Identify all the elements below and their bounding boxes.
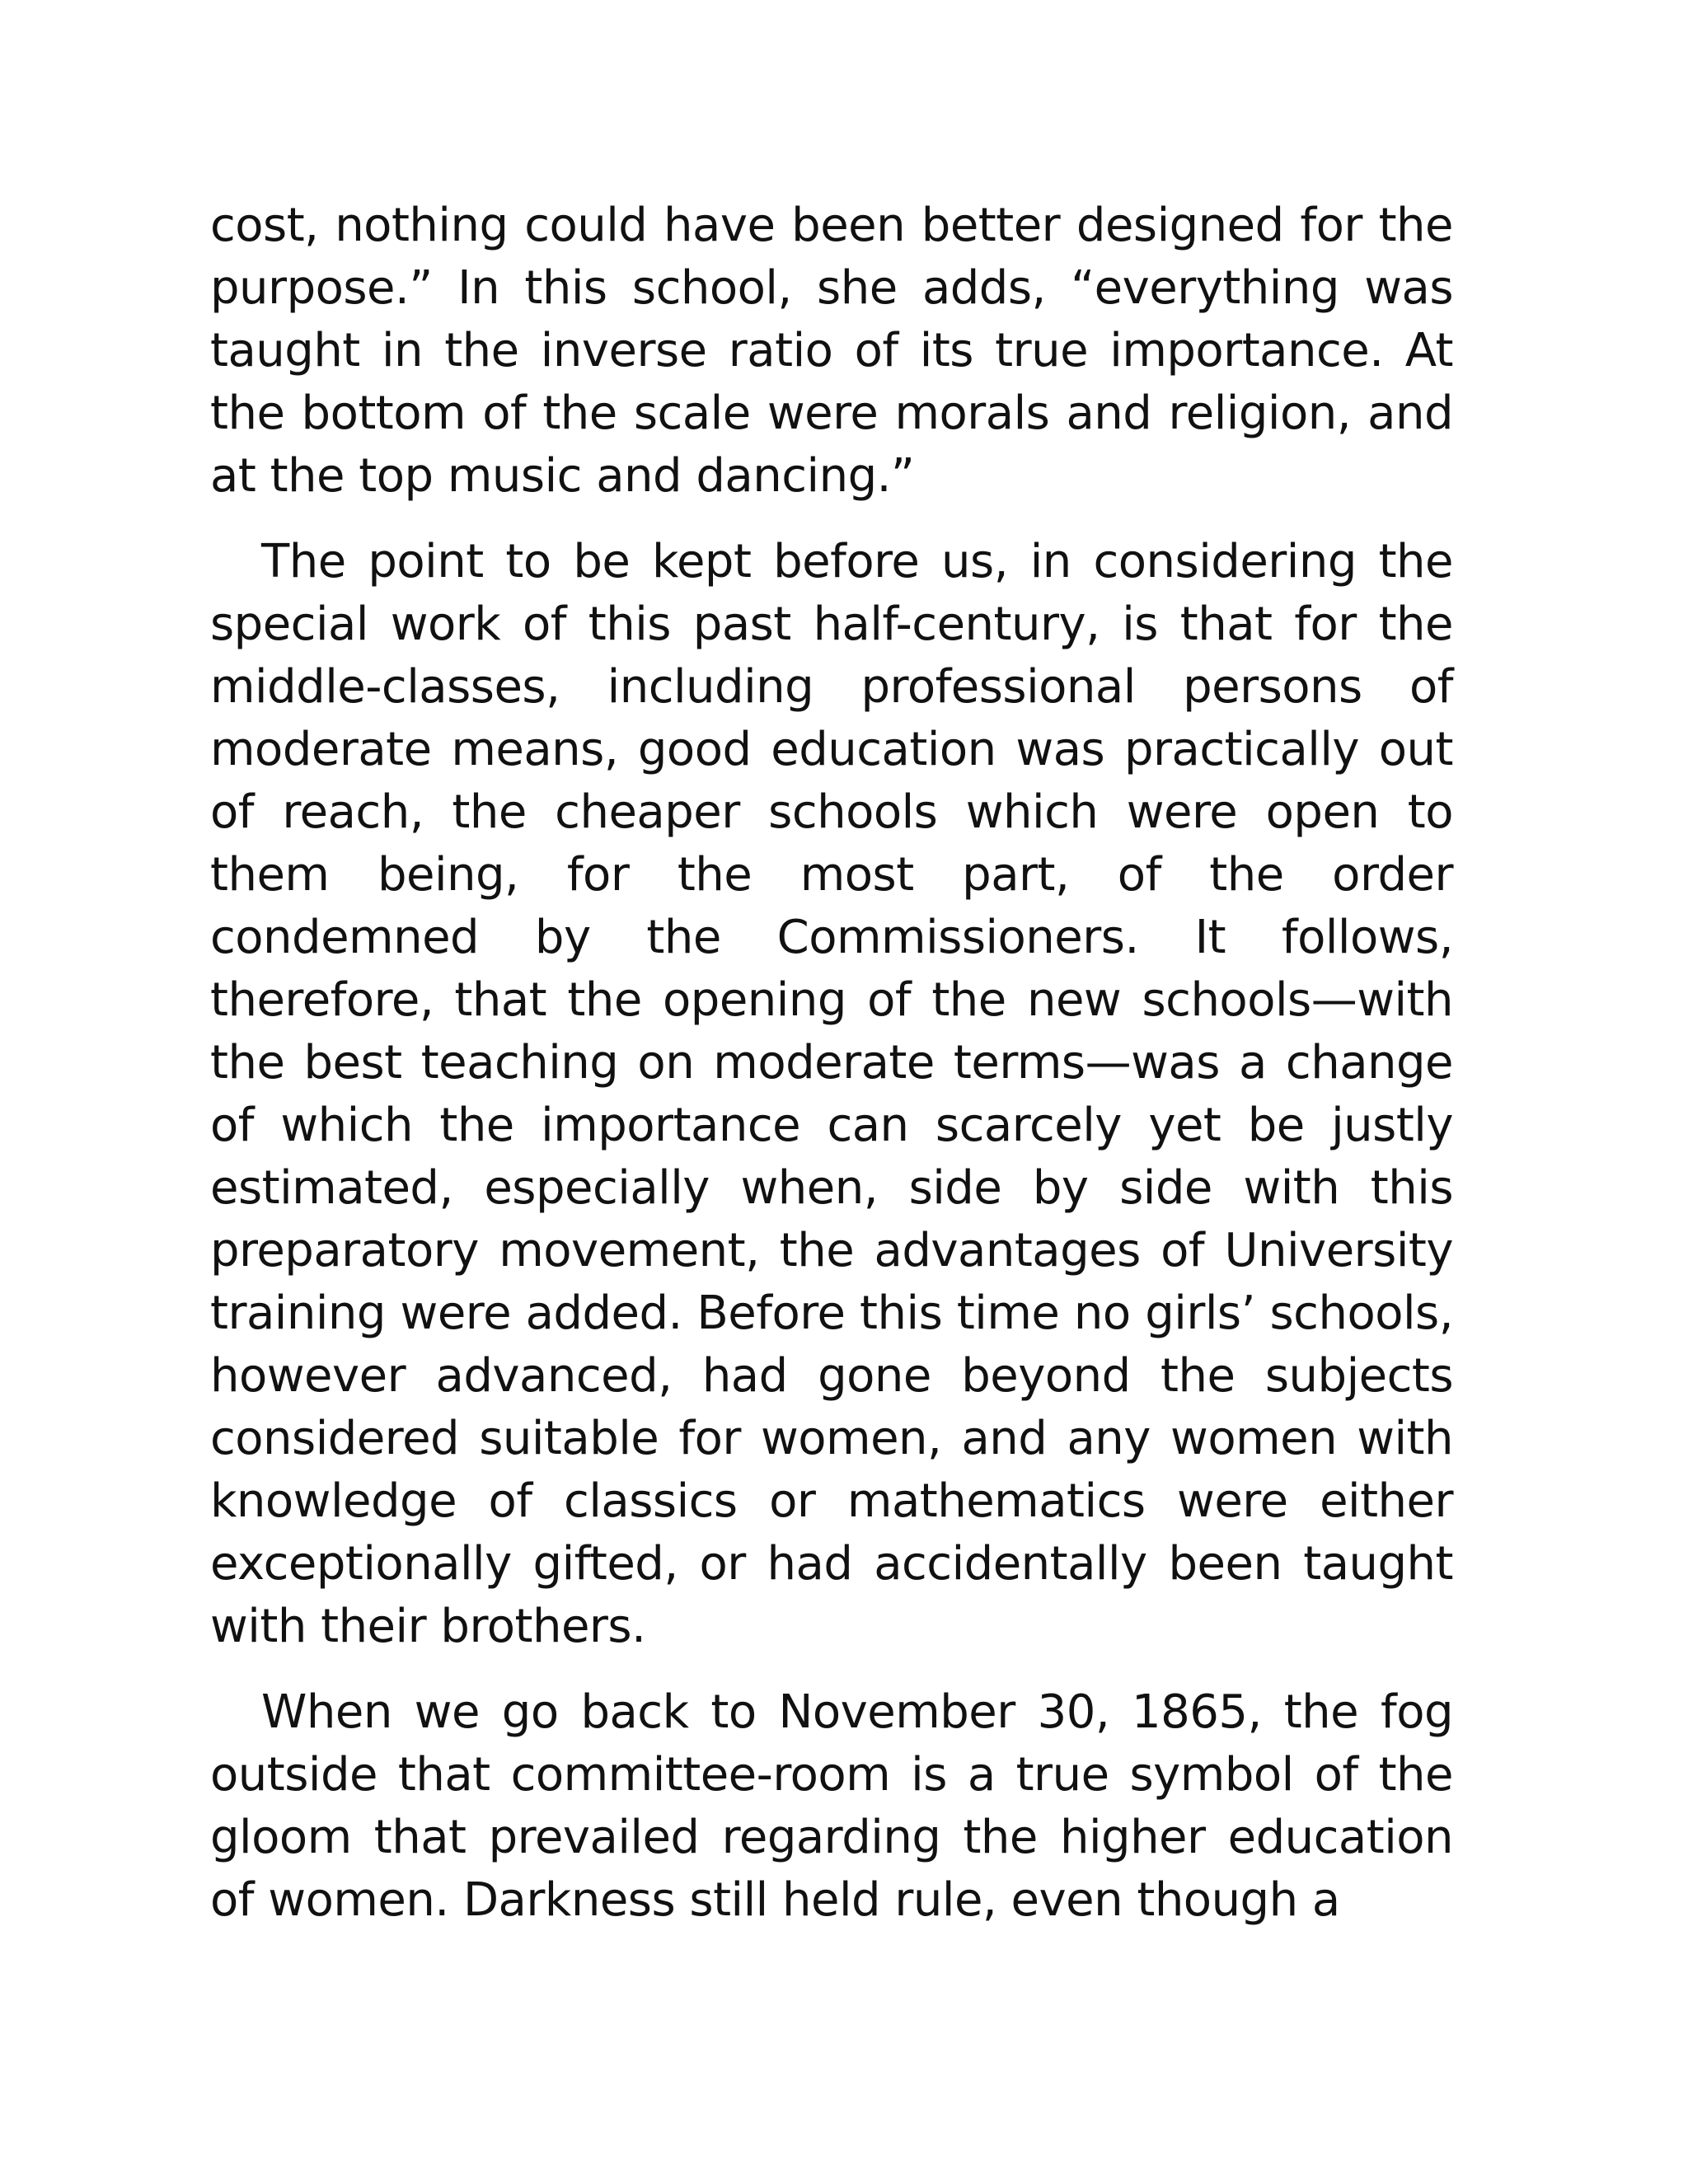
paragraph-middle-classes: The point to be kept before us, in considering the special work of this past half-century, is that for the middle-classes, including professional persons of moderate means, good education was practically out of reach, the cheaper schools which were open to them being, for the most part, of the order condemned by the Commissioners. It follows, therefore, that the opening of the new schools—with the best teaching on moderate terms—was a change of which the importance can scarcely yet be justly estimated, especially when, side by side with this preparatory movement, the advantages of University training were added. Before this time no girls’ schools, however advanced, had gone beyond the subjects considered suitable for women, and any women with knowledge of classics or mathematics were either exceptionally gifted, or had accidentally been taught with their brothers. bbox=[210, 535, 1453, 1653]
paragraph-continuation: cost, nothing could have been better designed for the purpose.” In this school, she adds, “everything was taught in the inverse ratio of its true importance. At the bottom of the scale were morals and religion, and at the top music and dancing.” bbox=[210, 199, 1453, 503]
body-text bbox=[210, 194, 1453, 1932]
paragraph-november-1865: When we go back to November 30, 1865, the fog outside that committee-room is a true symbol of the gloom that prevailed regarding the higher education of women. Darkness still held rule, even though a bbox=[210, 1685, 1453, 1927]
